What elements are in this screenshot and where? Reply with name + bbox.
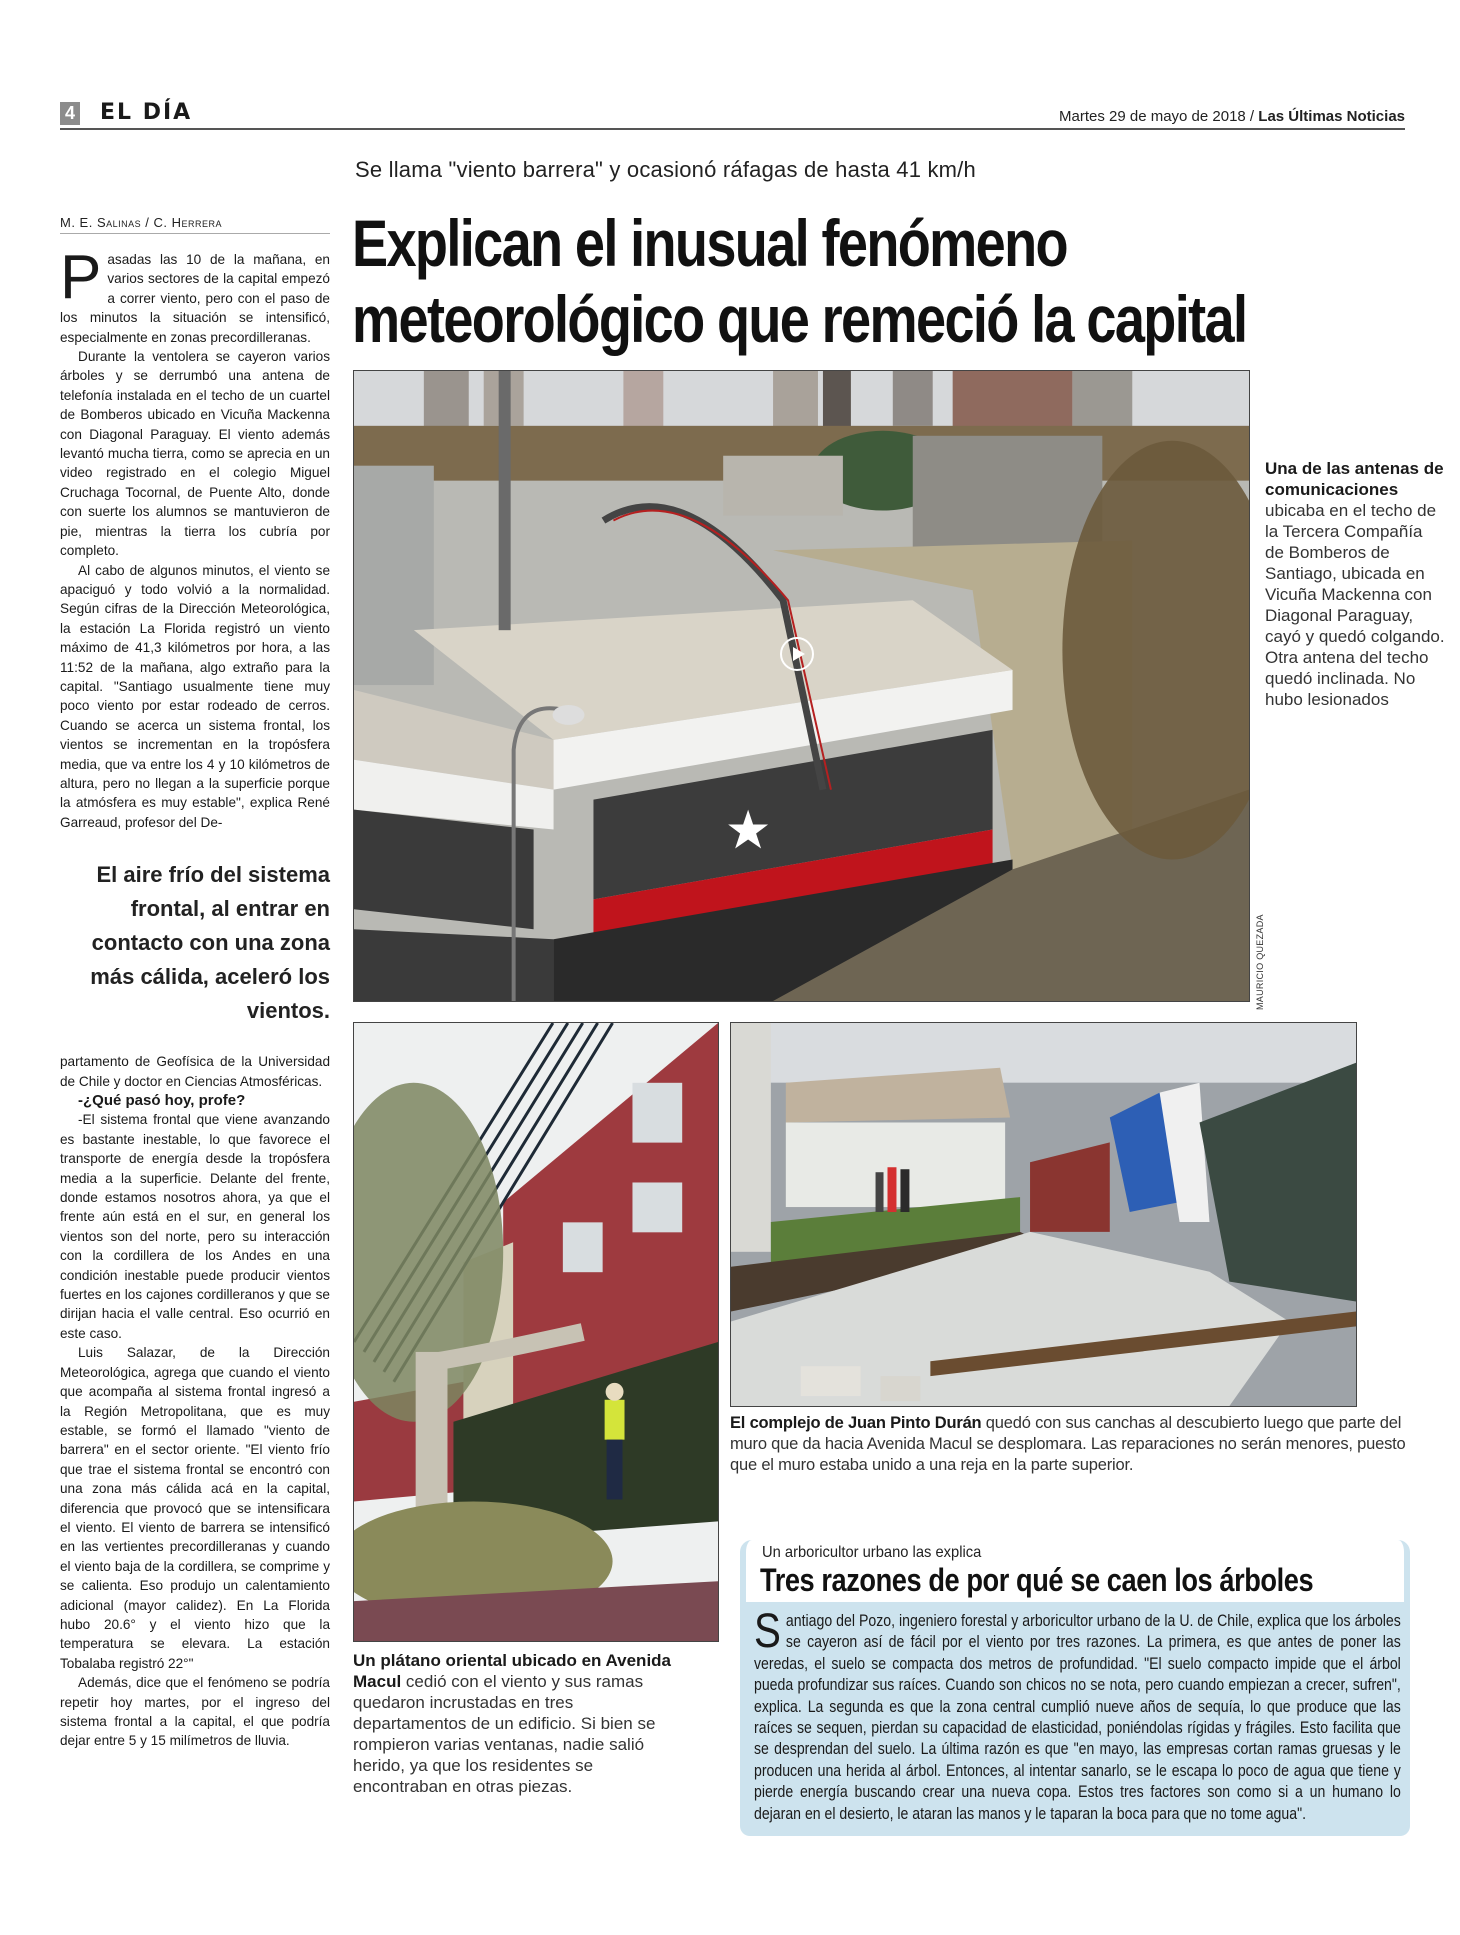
- sidebar-title: Tres razones de por qué se caen los árboles: [760, 1562, 1314, 1598]
- paragraph: partamento de Geofísica de la Universidad de Chile y doctor en Ciencias Atmosféricas.: [60, 1054, 330, 1089]
- caption-antenna: Una de las antenas de comunicaciones ubicaba en el techo de la Tercera Compañía de Bomberos de Santiago, ubicada en Vicuña Mackenna con Diagonal Paraguay, cayó y quedó colgando. Otra antena del techo quedó inclinada. No hubo lesionados: [1265, 459, 1445, 709]
- article-kicker: Se llama "viento barrera" y ocasionó ráfagas de hasta 41 km/h: [355, 157, 976, 182]
- dateline: [1059, 108, 1405, 125]
- sidebar-kicker: Un arboricultor urbano las explica: [762, 1544, 982, 1561]
- drop-cap: S: [754, 1605, 781, 1658]
- drop-cap: P: [60, 243, 102, 312]
- fallen-tree-illustration: [354, 1023, 718, 1641]
- caption-bold-lead: Una de las antenas de comunicaciones: [1265, 459, 1444, 499]
- photo-fallen-tree: [353, 1022, 719, 1642]
- page-number: 4: [60, 102, 80, 125]
- video-play-icon[interactable]: [780, 637, 814, 671]
- article-body: [60, 243, 330, 1751]
- paragraph: Luis Salazar, de la Dirección Meteorológica, agrega que cuando el viento que acompaña al sistema frontal ingresó a la Región Metropolitana, que es muy estable, se formó el llamado "viento de barrera" en el sector oriente. "El viento frío que trae el sistema frontal se encontró con una zona más cálida acá en la capital, diferencia que provocó que se intensificara el viento. El viento de barrera se intensificó en las vertientes precordilleranas y cuando el viento baja de la cordillera, se comprime y se calienta. Eso produjo un calentamiento adicional (mayor calidez). En La Florida hubo 20.6° y el viento hizo que la temperatura se elevara. La estación Tobalaba registró 22°": [60, 1345, 330, 1671]
- interview-question: -¿Qué pasó hoy, profe?: [78, 1092, 246, 1109]
- photo-collapsed-wall: [730, 1022, 1357, 1407]
- byline: M. E. Salinas / C. Herrera: [60, 215, 330, 234]
- paragraph: -El sistema frontal que viene avanzando es bastante inestable, lo que favorece el transporte de energía desde la tropósfera media a la superficie. Delante del frente, donde estamos nosotros ahora, ya que el frente aún está en el sur, en general los vientos son del norte, pero su interacción con la cordillera de los Andes en una condición inestable puede producir vientos fuertes en los cajones cordilleranos y que se dirijan hacia el valle central. Eso ocurrió en este caso.: [60, 1112, 330, 1341]
- sidebar-header: [740, 1540, 1410, 1602]
- photo-fire-station-antenna: [353, 370, 1250, 1002]
- sidebar-box: [740, 1540, 1410, 1836]
- issue-date: Martes 29 de mayo de 2018 /: [1058, 108, 1259, 125]
- sidebar-body: Santiago del Pozo, ingeniero forestal y arboricultor urbano de la U. de Chile, explica que los árboles se cayeron así de fácil por el viento por tres razones. La primera, es que antes de poner las veredas, el suelo se compacta dos metros de profundidad. "El suelo compacto impide que el árbol pueda profundizar sus raíces. Cuando son chicos no se nota, pero cuando empiezan a crecer, sufren", explica. La segunda es que la zona central cumplió nueve años de sequía, lo que produce que las raíces se sequen, pierdan su capacidad de elasticidad, poniéndolas rígidas y frágiles. Esto facilita que se desprendan del suelo. La última razón es que "en mayo, las empresas cortan ramas gruesas y le producen una herida al árbol. Entonces, al intentar sanarlo, se le escapa lo poco de agua que tiene y pierde energía buscando crear una nueva copa. Estos tres factores son como si a un humano lo dejaran en el desierto, le ataran las manos y le taparan la boca para que no tome agua".: [754, 1605, 1401, 1823]
- section-name: EL DÍA: [100, 100, 193, 125]
- headline-line-1: Explican el inusual fenómeno: [352, 206, 1067, 280]
- caption-bold-lead: Un plátano oriental ubicado en Avenida Macul: [353, 1651, 672, 1691]
- paragraph: Al cabo de algunos minutos, el viento se apaciguó y todo volvió a la normalidad. Según cifras de la Dirección Meteorológica, la estación La Florida registró un viento máximo de 41,3 kilómetros por hora, a las 11:52 de la mañana, algo extraño para la capital. "Santiago usualmente tiene muy poco viento por estar rodeado de cerros. Cuando se acerca un sistema frontal, los vientos se incrementan en la tropósfera media, que va entre los 4 y 10 kilómetros de altura, pero no llegan a la superficie porque la atmósfera es muy estable", explica René Garreaud, profesor del De-: [60, 562, 330, 830]
- paragraph: Pasadas las 10 de la mañana, en varios sectores de la capital empezó a correr viento, pero con el paso de los minutos la situación se intensificó, especialmente en zonas precordilleranas.: [60, 243, 330, 345]
- pull-quote: El aire frío del sistema frontal, al entrar en contacto con una zona más cálida, aceleró los vientos.: [90, 862, 330, 1024]
- caption-bold-lead: El complejo de Juan Pinto Durán: [730, 1414, 982, 1432]
- collapsed-wall-illustration: [731, 1023, 1356, 1406]
- headline: [352, 205, 1418, 357]
- caption-wall: El complejo de Juan Pinto Durán quedó con sus canchas al descubierto luego que parte del muro que da hacia Avenida Macul se desplomara. Las reparaciones no serán menores, puesto que el muro estaba unido a una reja en la parte superior.: [730, 1414, 1406, 1474]
- paragraph: Durante la ventolera se cayeron varios árboles y se derrumbó una antena de telefonía instalada en el techo de un cuartel de Bomberos ubicado en Vicuña Mackenna con Diagonal Paraguay. El viento además levantó mucha tierra, como se aprecia en un video registrado en el colegio Miguel Cruchaga Tocornal, de Puente Alto, donde con suerte los alumnos se mantuvieron de pie, mientras la tierra los cubría por completo.: [60, 349, 330, 559]
- paragraph: Además, dice que el fenómeno se podría repetir hoy martes, por el ingreso del sistema frontal a la capital, el que podría dejar entre 5 y 15 milímetros de lluvia.: [60, 1675, 330, 1749]
- page-header: [60, 100, 1405, 130]
- fire-station-illustration: [354, 371, 1249, 1001]
- photo-credit: MAURICIO QUEZADA: [1255, 914, 1265, 1010]
- caption-tree: Un plátano oriental ubicado en Avenida Macul cedió con el viento y sus ramas quedaron incrustadas en tres departamentos de un edificio. Si bien se rompieron varias ventanas, nadie salió herido, ya que los residentes se encontraban en otras piezas.: [353, 1651, 672, 1796]
- headline-line-2: meteorológico que remeció la capital: [352, 282, 1247, 356]
- publication-name: Las Últimas Noticias: [1258, 108, 1405, 125]
